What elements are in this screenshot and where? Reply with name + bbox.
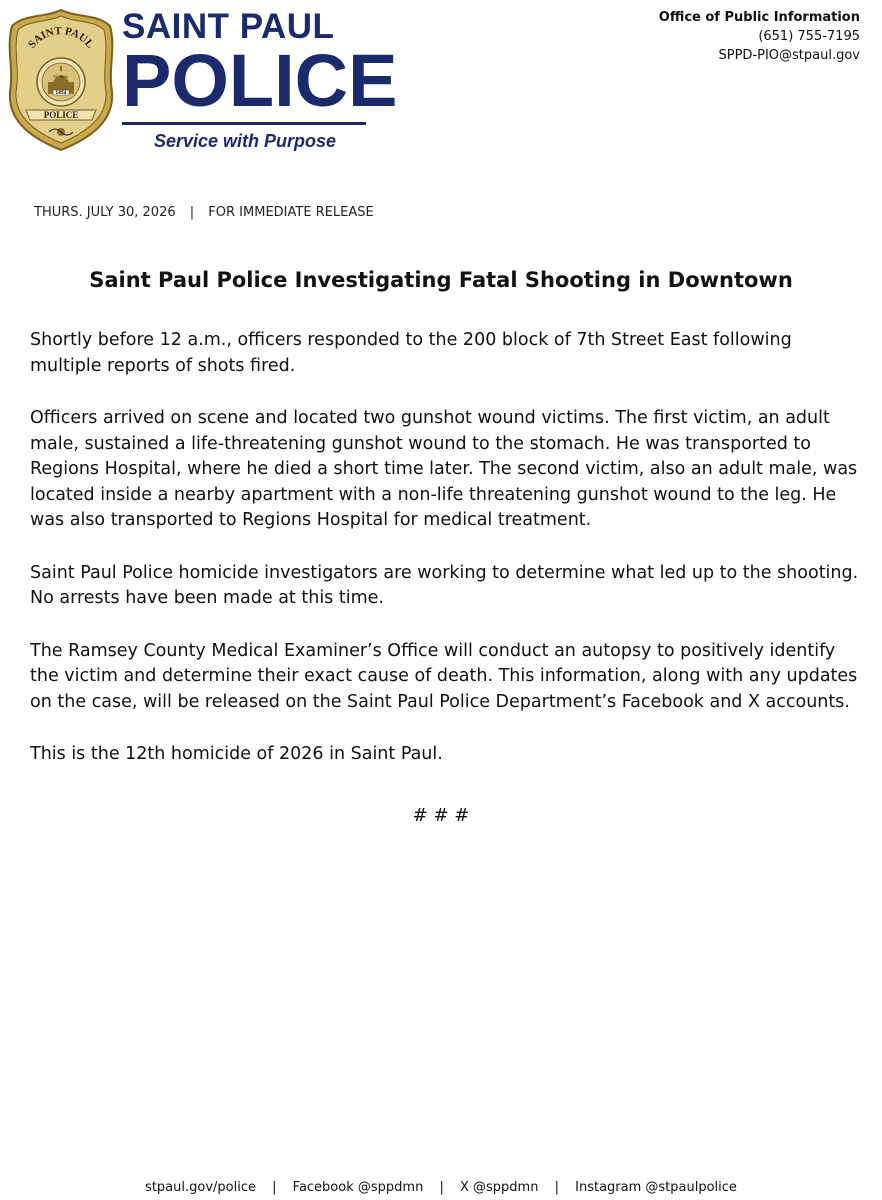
paragraph: This is the 12th homicide of 2026 in Saint Paul. [30,744,443,764]
brand-name-line2: POLICE [122,39,398,122]
dateline-separator: | [189,205,195,220]
paragraph: Shortly before 12 a.m., officers responded to the 200 block of 7th Street East following multiple reports of shots fired. [30,330,792,376]
contact-office: Office of Public Information [658,10,860,25]
release-body [30,328,860,795]
footer-link-facebook[interactable]: Facebook @sppdmn [292,1180,424,1195]
footer [0,1180,882,1195]
letterhead [0,0,882,170]
contact-email: SPPD-PIO@stpaul.gov [718,48,860,63]
contact-block [659,8,860,65]
paragraph: Saint Paul Police homicide investigators are working to determine what led up to the shooting. No arrests have been made at this time. [30,562,859,608]
release-type: FOR IMMEDIATE RELEASE [208,205,374,220]
footer-link-website[interactable]: stpaul.gov/police [145,1180,256,1195]
svg-text:SAINT PAUL: SAINT PAUL [25,25,96,51]
svg-text:POLICE: POLICE [43,110,79,120]
footer-separator: | [439,1180,444,1195]
svg-text:1854: 1854 [55,90,67,95]
svg-text:ST. PAUL: ST. PAUL [53,75,69,79]
brand-name-line1: SAINT PAUL [122,7,335,46]
footer-separator: | [554,1180,559,1195]
police-badge-logo [8,8,114,152]
headline: Saint Paul Police Investigating Fatal Shooting in Downtown [89,268,793,292]
brand-wordmark [122,7,398,152]
footer-separator: | [272,1180,277,1195]
paragraph: Officers arrived on scene and located two gunshot wound victims. The first victim, an adult male, sustained a life-threatening gunshot wound to the stomach. He was transported to Regions Hospital, where he died a short time later. The second victim, also an adult male, was located inside a nearby apartment with a non-life threatening gunshot wound to the leg. He was also transported to Regions Hospital for medical treatment. [30,408,858,530]
footer-link-x[interactable]: X @sppdmn [459,1180,539,1195]
brand-tagline: Service with Purpose [154,131,337,151]
footer-link-instagram[interactable]: Instagram @stpaulpolice [575,1180,737,1195]
dateline [34,205,374,220]
end-mark: # # # [412,805,470,826]
brand-divider [122,122,366,125]
release-date: THURS. JULY 30, 2026 [34,205,176,220]
paragraph: The Ramsey County Medical Examiner’s Office will conduct an autopsy to positively identify the victim and determine their exact cause of death. This information, along with any updates on the case, will be released on the Saint Paul Police Department’s Facebook and X accounts. [30,640,858,712]
contact-phone: (651) 755-7195 [758,29,860,44]
